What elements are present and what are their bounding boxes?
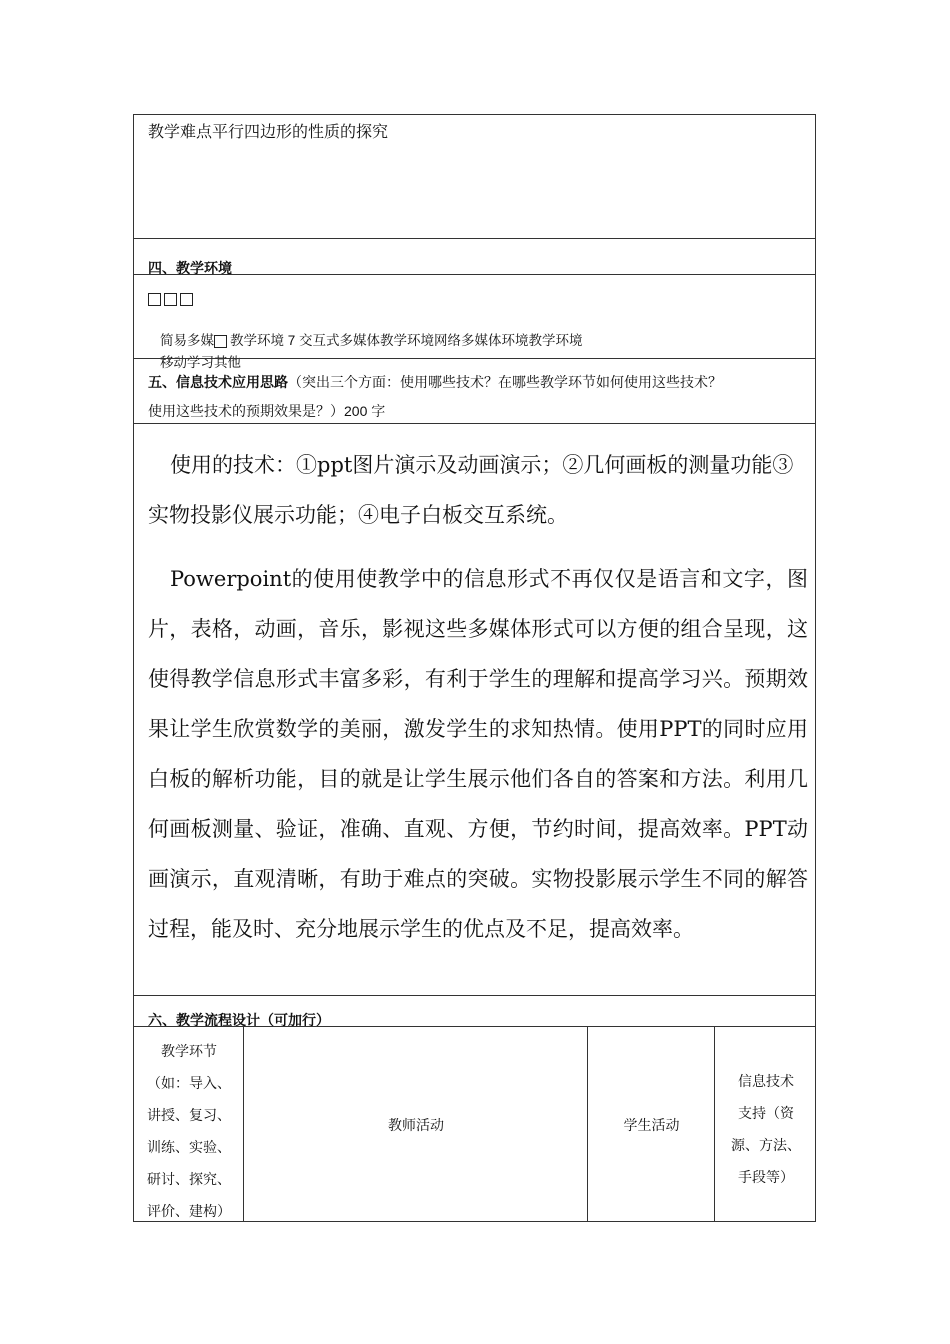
section-six-header — [133, 995, 816, 1027]
environment-options-rest: 教学环境 7 交互式多媒体教学环境网络多媒体环境教学环境 — [230, 333, 583, 348]
environment-checkbox-group — [148, 291, 196, 307]
stage-column-header — [134, 1027, 244, 1221]
stage-header-line: （如：导入、 — [147, 1075, 231, 1091]
section-five-header — [133, 358, 816, 424]
stage-header-line: 讲授、复习、 — [147, 1107, 231, 1123]
technology-list-text: 使用的技术：①ppt图片演示及动画演示；②几何画板的测量功能③实物投影仪展示功能；④电子白板交互系统。 — [148, 453, 794, 527]
section-five-title-line — [148, 372, 722, 392]
section-five-note: （突出三个方面：使用哪些技术？在哪些教学环节如何使用这些技术？ — [288, 374, 722, 390]
environment-option-simple-multimedia: 简易多媒 — [160, 333, 214, 348]
expected-effect-paragraph — [148, 554, 808, 954]
environment-option-mobile: 移动学习其他 — [160, 355, 241, 370]
student-activity-column-header — [588, 1027, 715, 1221]
environment-checkbox[interactable] — [164, 293, 177, 306]
teaching-flow-table-header — [133, 1026, 816, 1222]
tech-support-header-text — [721, 1065, 811, 1193]
environment-checkbox[interactable] — [180, 293, 193, 306]
teaching-difficulty-text: 教学难点平行四边形的性质的探究 — [148, 122, 389, 141]
environment-checkbox[interactable] — [214, 335, 227, 348]
environment-options-line — [148, 329, 583, 349]
teaching-environment-cell — [133, 274, 816, 370]
teacher-activity-column-header — [244, 1027, 588, 1221]
stage-header-text — [138, 1035, 240, 1227]
tech-support-header-line: 支持（资 — [738, 1105, 794, 1121]
student-activity-label: 学生活动 — [623, 1117, 680, 1133]
stage-header-line: 训练、实验、 — [147, 1139, 231, 1155]
environment-checkbox[interactable] — [148, 293, 161, 306]
section-five-note-line2: 使用这些技术的预期效果是？）200 字 — [148, 403, 386, 419]
teacher-activity-label: 教师活动 — [388, 1117, 444, 1133]
section-four-header — [133, 238, 816, 275]
teaching-difficulty-cell — [133, 114, 816, 239]
section-six-title: 六、教学流程设计（可加行） — [148, 1012, 330, 1028]
stage-header-line: 教学环节 — [161, 1043, 217, 1059]
section-four-title: 四、教学环境 — [148, 260, 232, 276]
technology-list-paragraph — [148, 440, 808, 540]
tech-support-header-line: 源、方法、 — [731, 1137, 801, 1153]
technology-application-cell — [133, 423, 816, 996]
tech-support-header-line: 手段等） — [738, 1169, 794, 1185]
section-five-title: 五、信息技术应用思路 — [148, 374, 288, 390]
stage-header-line: 研讨、探究、 — [147, 1171, 231, 1187]
tech-support-header-line: 信息技术 — [738, 1073, 794, 1089]
expected-effect-text: Powerpoint的使用使教学中的信息形式不再仅仅是语言和文字，图片，表格，动画，音乐，影视这些多媒体形式可以方便的组合呈现，这使得教学信息形式丰富多彩，有利于学生的理解和提高学习兴。预期效果让学生欣赏数学的美丽，激发学生的求知热情。使用PPT的同时应用白板的解析功能，目的就是让学生展示他们各自的答案和方法。利用几何画板测量、验证，准确、直观、方便，节约时间，提高效率。PPT动画演示，直观清晰，有助于难点的突破。实物投影展示学生不同的解答过程，能及时、充分地展示学生的优点及不足，提高效率。 — [148, 567, 808, 941]
stage-header-line: 评价、建构） — [147, 1203, 231, 1219]
tech-support-column-header — [715, 1027, 815, 1221]
